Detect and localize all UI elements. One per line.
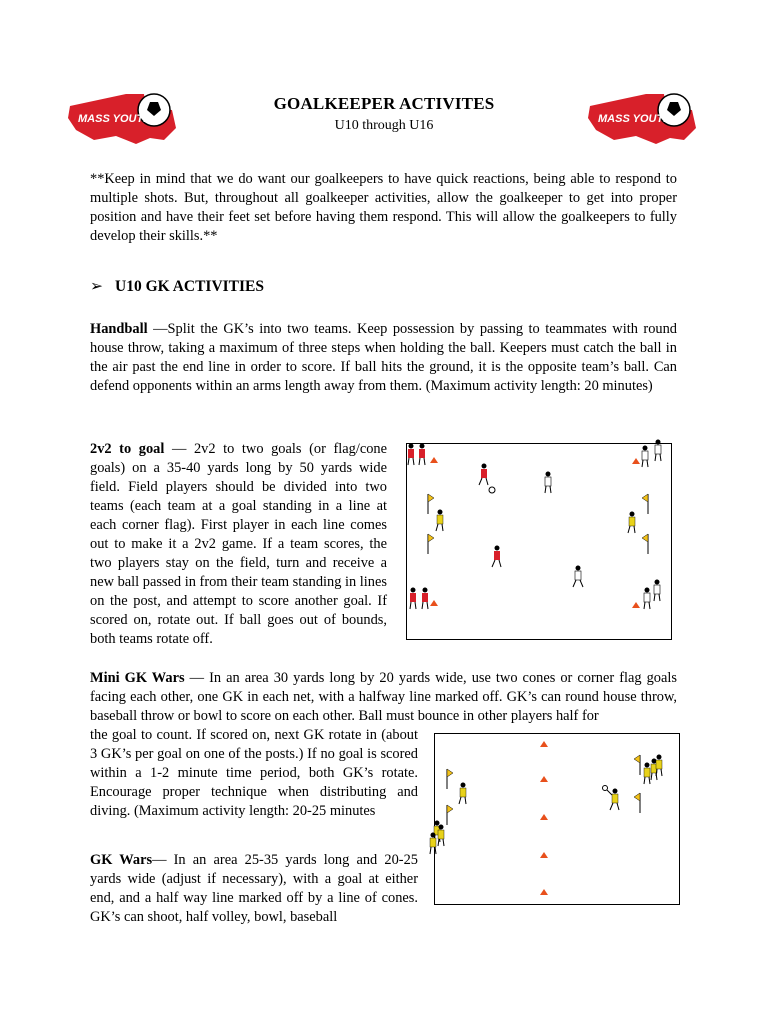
cone-icon [540, 889, 548, 895]
arrow-bullet-icon: ➢ [90, 278, 103, 295]
mini-gk-wars-name: Mini GK Wars [90, 670, 185, 686]
cone-icon [632, 458, 640, 464]
cone-icon [632, 602, 640, 608]
gk-wars-text: In an area 25-35 yards long and 20-25 yards wide (adjust if necessary), with a goal at either end, and a half way line marked off by a line of cones. GK’s can shoot, half volley, bowl, baseball [90, 852, 418, 925]
intro-paragraph: **Keep in mind that we do want our goalkeepers to have quick reactions, being able to respond to multiple shots. But, throughout all goalkeeper activities, allow the goalkeeper to get into proper position and have their feet set before having them respond. This will allow the goalkeepers to fully develop their skills.** [90, 171, 677, 244]
two-v-two-name: 2v2 to goal [90, 441, 165, 457]
two-v-two-text: 2v2 to two goals (or flag/cone goals) on a 35-40 yards long by 50 yards wide field. Field players should be divided into two teams (each team at a goal standing in a line at each corner flag). First player in each line comes out to make it a 2v2 game. If a team scores, the two players stay on the field, turn and receive a new ball passed in from their team standing in lines on the post, and attempt to score another goal. If scored on, rotate out. If ball goes out of bounds, both teams rotate off. [90, 441, 387, 647]
flag-icon [428, 534, 434, 554]
two-v-two-paragraph [90, 440, 387, 649]
gk-wars-diagram-marks [425, 735, 695, 905]
red-player-icon [410, 588, 416, 610]
cone-icon [540, 741, 548, 747]
section-title: U10 GK ACTIVITIES [115, 278, 265, 295]
handball-text: Split the GK’s into two teams. Keep possession by passing to teammates with round house throw, taking a maximum of three steps when holding the ball. Keepers must catch the ball in the air past the end line in order to score. If ball hits the ground, it is the opposite team’s ball. Can defend opponents within an arms length away from them. (Maximum activity length: 20 minutes) [90, 321, 677, 394]
goal-flag-marks [447, 755, 640, 825]
flag-icon [447, 805, 453, 825]
flag-icon [447, 769, 453, 789]
cone-icon [540, 776, 548, 782]
mini-gk-wars-paragraph-top [90, 669, 677, 726]
yellow-player-icon [656, 755, 662, 777]
white-player-icon [655, 440, 661, 462]
red-player-icon [422, 588, 428, 610]
mini-gk-wars-paragraph-bottom: the goal to count. If scored on, next GK rotate in (about 3 GK’s per goal on one of the posts.) If no goal is scored within a 1-2 minute time period, both GK’s rotate. Encourage proper technique when distributing and diving. (Maximum activity length: 20-25 minutes [90, 727, 418, 819]
two-v-two-diagram-marks [400, 430, 690, 645]
yellow-player-icon [436, 510, 443, 532]
flag-icon [634, 793, 640, 813]
white-player-icon [545, 472, 551, 494]
player-marks [408, 440, 661, 610]
red-player-icon [492, 546, 501, 568]
yellow-player-icon [644, 763, 650, 785]
two-v-two-dash: — [164, 441, 194, 457]
white-player-icon [573, 566, 583, 588]
logo-text: MASS YOUTH [598, 113, 672, 125]
gk-wars-name: GK Wars [90, 852, 153, 868]
handball-paragraph [90, 320, 677, 396]
white-player-icon [642, 446, 648, 468]
mini-gk-wars-dash: — [184, 670, 210, 686]
white-player-icon [644, 588, 650, 610]
gk-wars-dash: — [152, 852, 174, 868]
ball-icon [489, 487, 495, 493]
halfway-cone-marks [540, 741, 548, 895]
red-player-icon [419, 444, 425, 466]
gk-wars-paragraph [90, 851, 418, 927]
yellow-player-icon [459, 783, 466, 805]
flag-icon [428, 494, 434, 514]
corner-flag-marks [428, 494, 648, 554]
logo-text: MASS YOUTH [78, 113, 152, 125]
flag-icon [642, 534, 648, 554]
flag-icon [642, 494, 648, 514]
white-player-icon [654, 580, 660, 602]
mini-gk-wars-text-top: In an area 30 yards long by 20 yards wide, use two cones or corner flag goals facing each other, one GK in each net, with a halfway line marked off. GK’s can round house throw, baseball throw or bowl to score on each other. Ball must bounce in other players half for [90, 670, 677, 724]
handball-dash: — [147, 321, 168, 337]
cone-icon [540, 814, 548, 820]
flag-icon [634, 755, 640, 775]
yellow-player-icon [607, 789, 619, 811]
red-player-icon [479, 464, 488, 486]
cone-marks [430, 457, 640, 608]
page-title: GOALKEEPER ACTIVITES [273, 94, 495, 113]
ball-icon [603, 786, 608, 791]
yellow-player-icon [438, 825, 444, 847]
cone-icon [540, 852, 548, 858]
section-heading [90, 277, 264, 296]
red-player-icon [408, 444, 414, 466]
yellow-player-icon [628, 512, 635, 534]
handball-name: Handball [90, 321, 148, 337]
page-subtitle: U10 through U16 [334, 118, 434, 133]
goalkeeper-marks [430, 755, 662, 855]
cone-icon [430, 600, 438, 606]
yellow-player-icon [430, 833, 436, 855]
cone-icon [430, 457, 438, 463]
